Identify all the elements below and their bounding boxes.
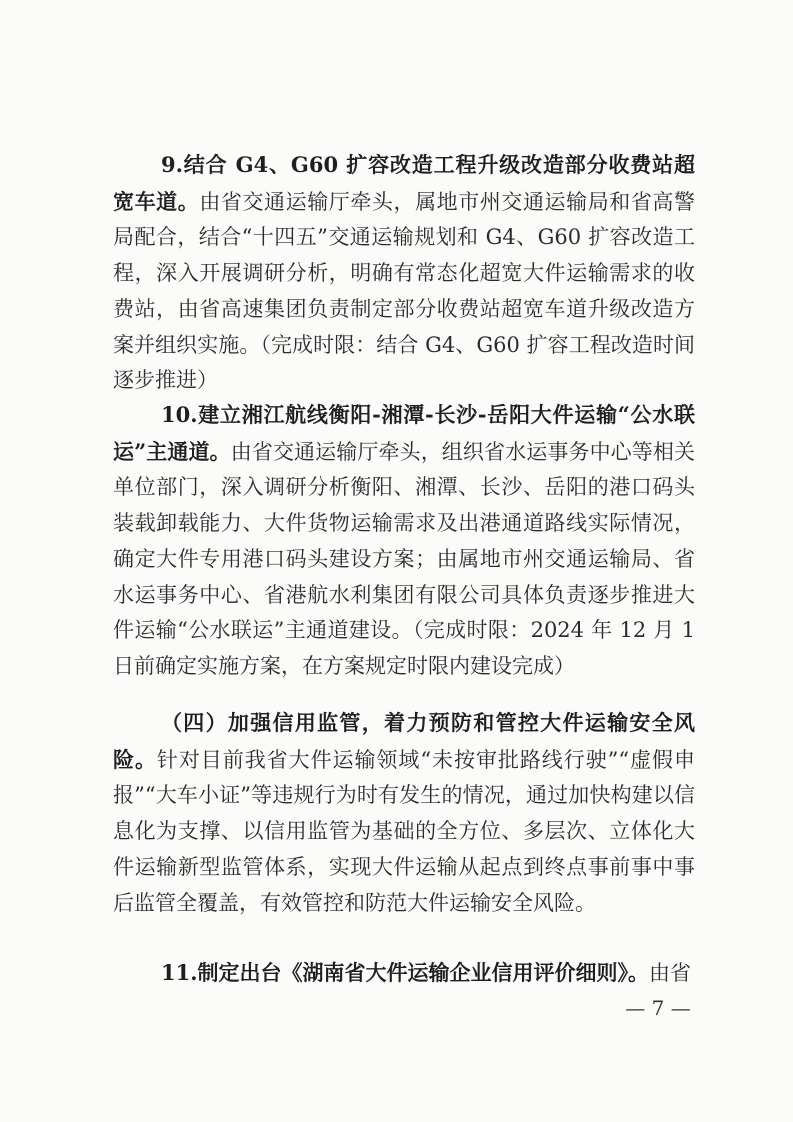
paragraph-body: 由省交通运输厅牵头，属地市州交通运输局和省高警局配合，结合“十四五”交通运输规划和 G4、G60 扩容改造工程，深入开展调研分析，明确有常态化超宽大件运输需求的收费站，由省高速集团负责制定部分收费站超宽车道升级改造方案并组织实施。（完成时限：结合 G4、G60 扩容工程改造时间逐步推进） [113, 189, 696, 393]
section-heading: （四）加强信用监管，着力预防和管控大件运输安全风险。 [113, 710, 695, 772]
paragraph-item-9 [113, 147, 695, 399]
paragraph-item-11 [113, 955, 695, 992]
paragraph-body: 针对目前我省大件运输领域“未按审批路线行驶”“虚假申报”“大车小证”等违规行为时有发生的情况，通过加快构建以信息化为支撑、以信用监管为基础的全方位、多层次、立体化大件运输新型监管体系，实现大件运输从起点到终点事前事中事后监管全覆盖，有效管控和防范大件运输安全风险。 [113, 747, 695, 915]
paragraph-heading: 9.结合 G4、G60 扩容改造工程升级改造部分收费站超宽车道。 [113, 152, 695, 214]
paragraph-body: 由省 [649, 961, 692, 985]
paragraph-heading: 11.制定出台《湖南省大件运输企业信用评价细则》。 [161, 960, 650, 985]
section-four-paragraph [113, 705, 695, 921]
paragraph-body: 由省交通运输厅牵头，组织省水运事务中心等相关单位部门，深入调研分析衡阳、湘潭、长沙、岳阳的港口码头装载卸载能力、大件货物运输需求及出港通道路线实际情况，确定大件专用港口码头建设方案；由属地市州交通运输局、省水运事务中心、省港航水利集团有限公司具体负责逐步推进大件运输“公水联运”主通道建设。（完成时限：2024 年 12 月 1 日前确定实施方案，在方案规定时限内建设完成） [113, 439, 695, 678]
page-number: — 7 — [625, 996, 691, 1020]
paragraph-item-10 [113, 397, 695, 685]
paragraph-heading: 10.建立湘江航线衡阳-湘潭-长沙-岳阳大件运输“公水联运”主通道。 [113, 402, 695, 464]
